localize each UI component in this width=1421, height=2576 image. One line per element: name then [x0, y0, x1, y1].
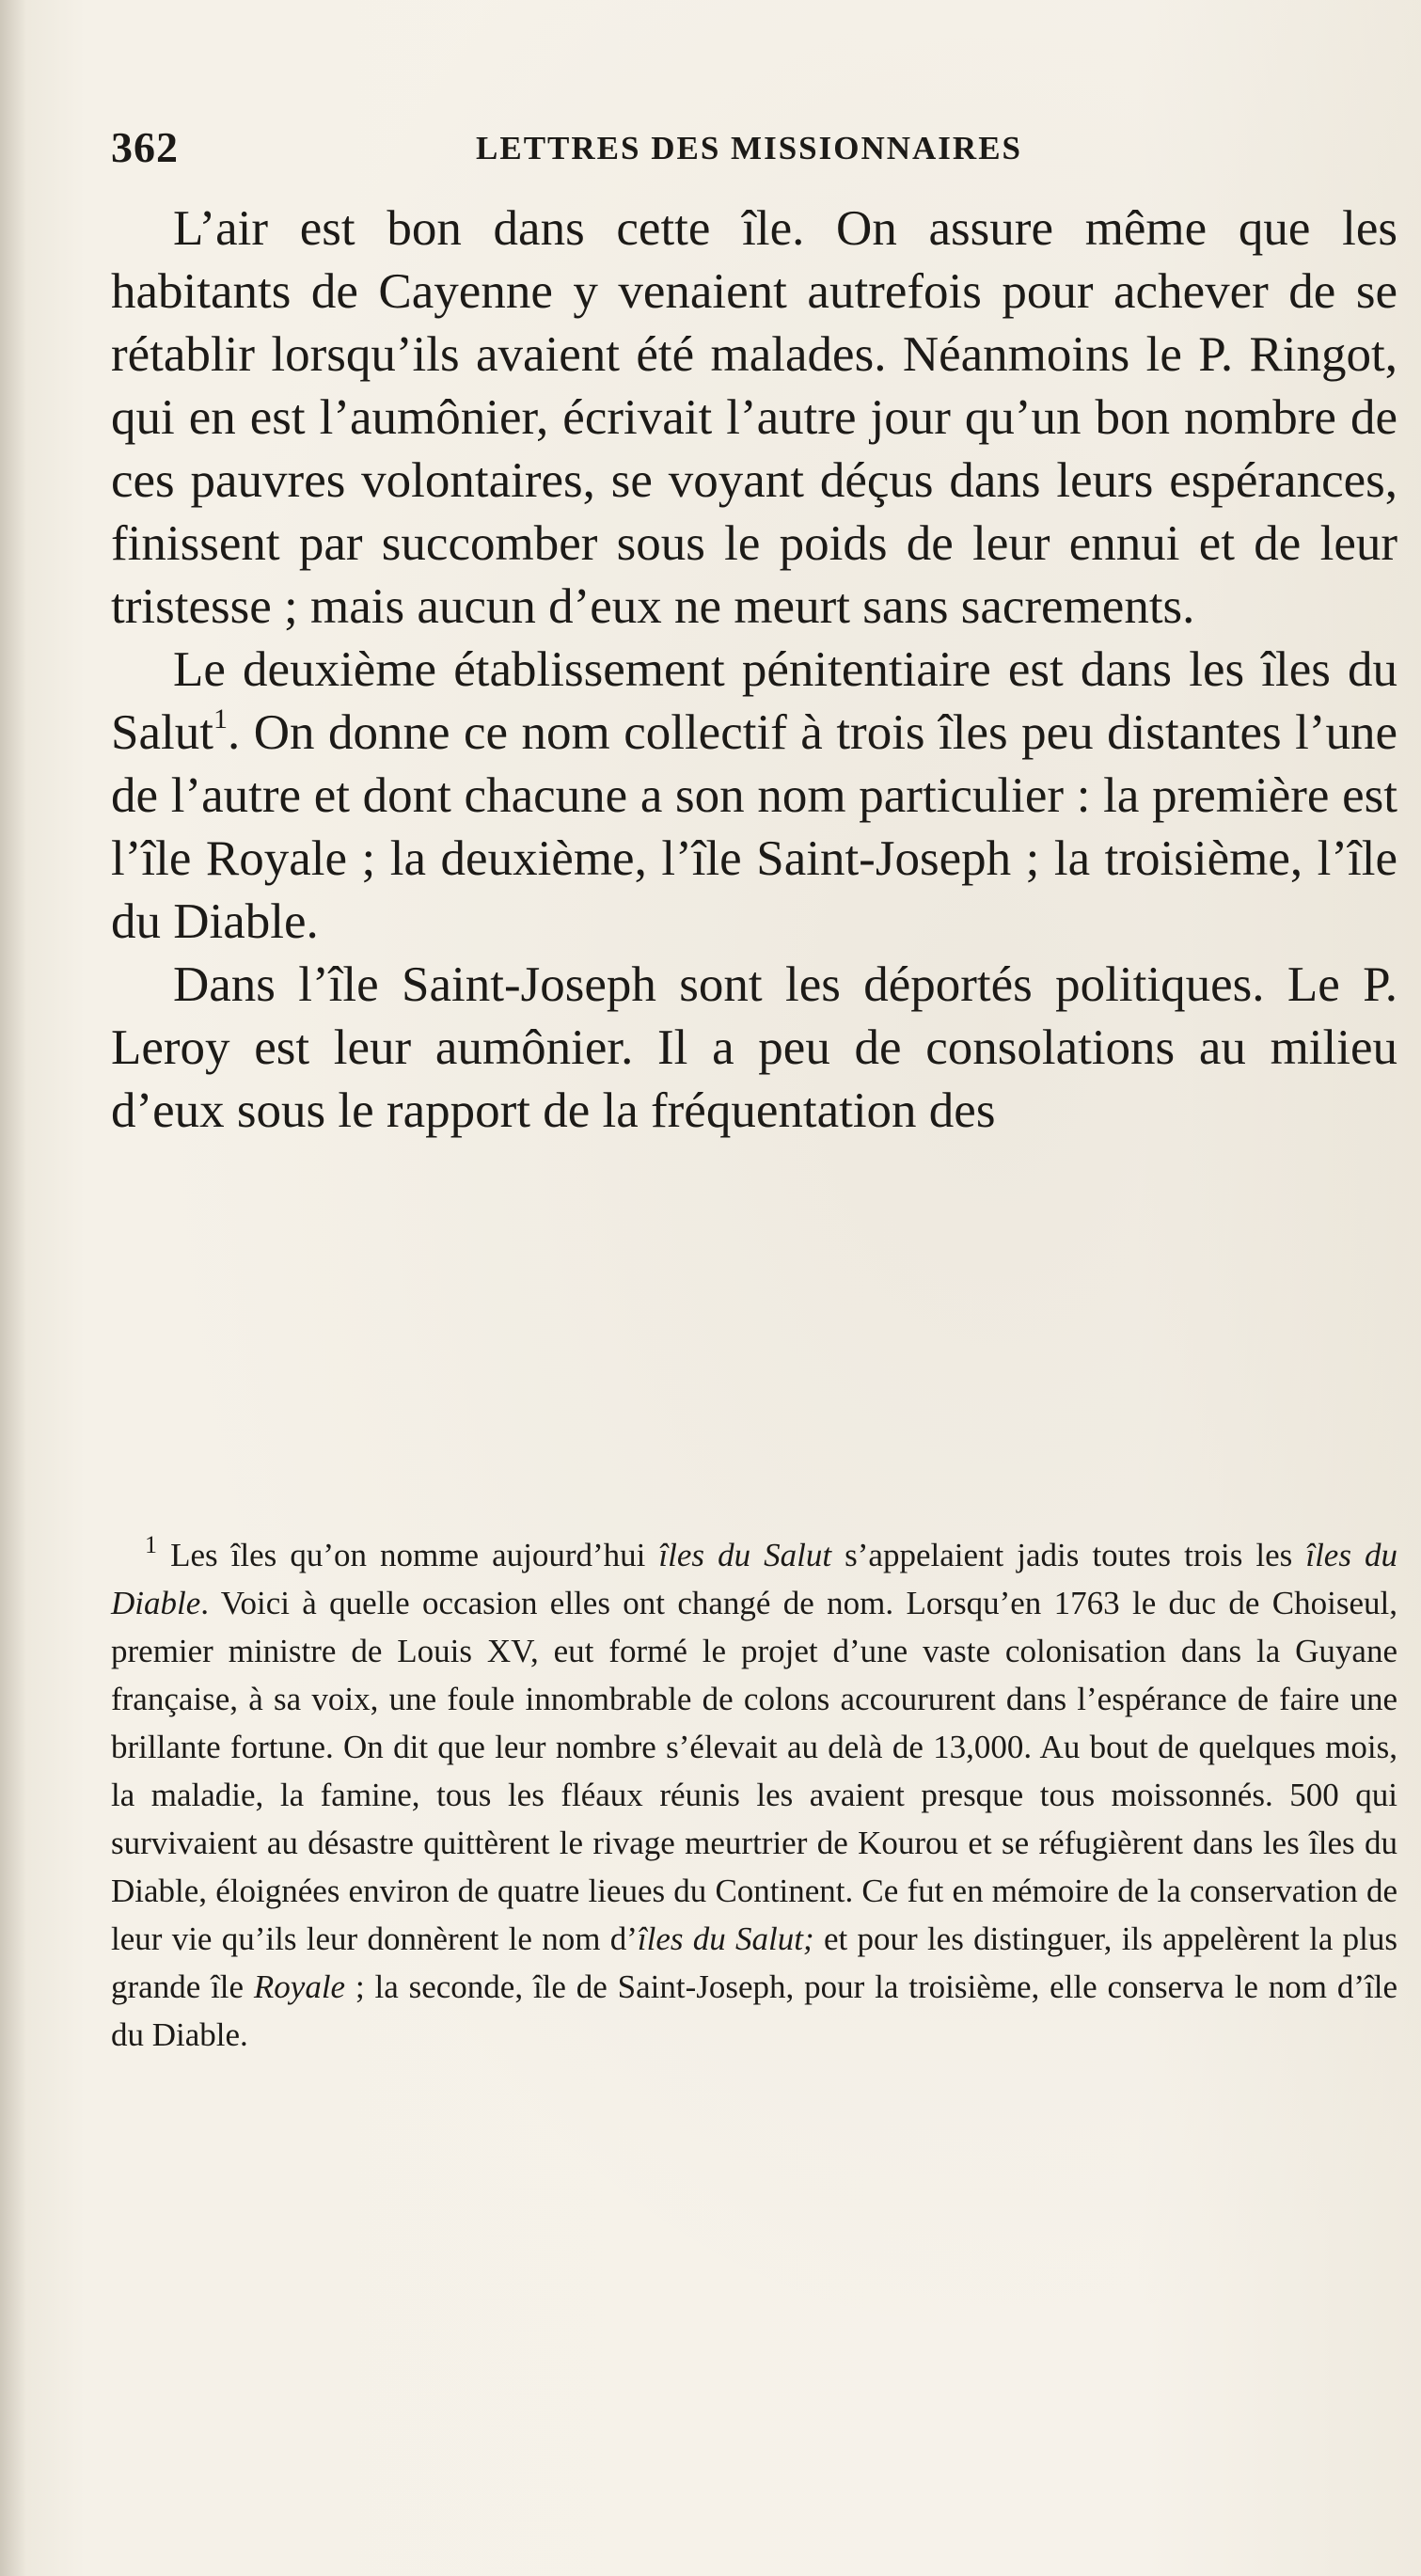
footnote-text: [111, 1531, 1397, 2059]
footnote-segment-3: . Voici à quelle occasion elles ont changé de nom. Lorsqu’en 1763 le duc de Choiseul, premier ministre de Louis XV, eut formé le projet d’une vaste colonisation dans la Guyane française, à sa voix, une foule innombrable de colons accoururent dans l’espérance de faire une brillante fortune. On dit que leur nombre s’élevait au delà de 13,000. Au bout de quelques mois, la maladie, la famine, tous les fléaux réunis les avaient presque tous moissonnés. 500 qui survivaient au désastre quittèrent le rivage meurtrier de Kourou et se réfugièrent dans les îles du Diable, éloignées environ de quatre lieues du Continent. Ce fut en mémoire de la conservation de leur vie qu’ils leur donnèrent le nom d’: [111, 1585, 1397, 1957]
paragraph-2: [111, 639, 1397, 954]
footnote: [111, 1531, 1397, 2059]
footnote-italic-1: îles du Salut: [658, 1537, 832, 1573]
footnote-segment-1: Les îles qu’on nomme aujourd’hui: [170, 1537, 659, 1573]
running-title: LETTRES DES MISSIONNAIRES: [476, 130, 1023, 166]
footnote-italic-2: îles du Diable: [111, 1537, 1398, 1621]
footnote-reference: 1: [213, 703, 228, 735]
page-number: 362: [111, 123, 179, 171]
running-head: [111, 122, 1401, 179]
footnote-italic-4: Royale: [253, 1968, 346, 2005]
footnote-segment-2: s’appelaient jadis toutes trois les: [831, 1537, 1306, 1573]
paragraph-3: Dans l’île Saint-Joseph sont les déportés politiques. Le P. Leroy est leur aumônier. Il a peu de consolations au milieu d’eux sous le rapport de la fréquentation des: [111, 957, 1397, 1138]
footnote-segment-5: ; la seconde, île de Saint-Joseph, pour la troisième, elle conserva le nom d’île du Diable.: [111, 1968, 1397, 2053]
footnote-marker: 1: [145, 1531, 157, 1558]
footnote-italic-3: îles du Salut;: [637, 1920, 814, 1957]
paragraph-2-end: . On donne ce nom collectif à trois îles peu distantes l’une de l’autre et dont chacune a son nom particulier : la première est l’île Royale ; la deuxième, l’île Saint-Joseph ; la troisième, l’île du Diable.: [111, 705, 1397, 949]
paragraph-2-start: Le deuxième établissement pénitentiaire est dans les îles du Salut: [111, 642, 1397, 760]
gutter-shadow: [0, 0, 26, 2576]
main-text: [111, 198, 1397, 1143]
footnote-segment-4: et pour les distinguer, ils appelèrent la plus grande île: [111, 1920, 1397, 2005]
paragraph-1: L’air est bon dans cette île. On assure même que les habitants de Cayenne y venaient autrefois pour achever de se rétablir lorsqu’ils avaient été malades. Néanmoins le P. Ringot, qui en est l’aumônier, écrivait l’autre jour qu’un bon nombre de ces pauvres volontaires, se voyant déçus dans leurs espérances, finissent par succomber sous le poids de leur ennui et de leur tristesse ; mais aucun d’eux ne meurt sans sacrements.: [111, 201, 1397, 634]
